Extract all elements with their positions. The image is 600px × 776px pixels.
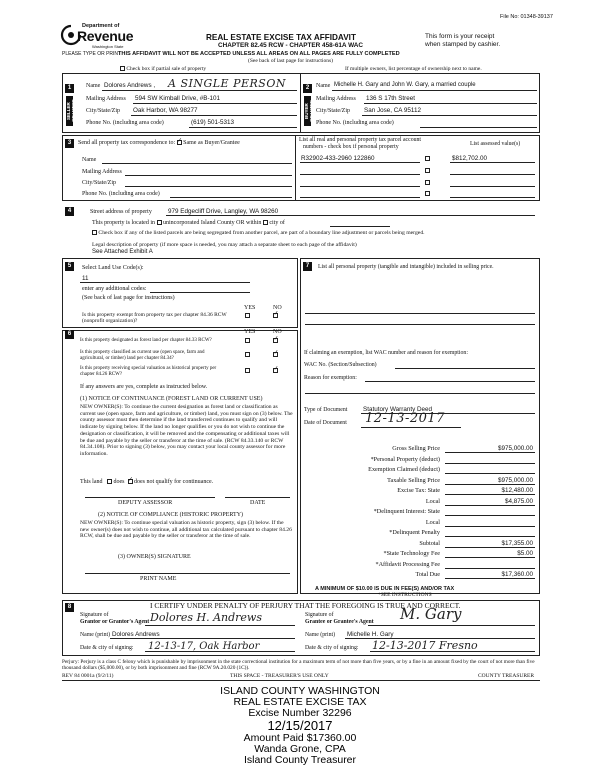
buyer-mailing[interactable]: 136 S 17th Street — [366, 95, 416, 102]
buyer-print-name[interactable]: Michelle H. Gary — [347, 631, 394, 638]
qualify-continuance: This land does ✓ does not qualify for continuance. — [80, 479, 213, 486]
stamp-date: 12/15/2017 — [267, 718, 333, 734]
tax-row-value[interactable]: $12,480.00 — [501, 487, 533, 494]
exemption-label: If claiming an exemption, list WAC number and reason for exemption: — [304, 350, 468, 356]
buyer-date-city[interactable]: 12-13-2017 Fresno — [372, 639, 478, 652]
personal-property-label: List all personal property (tangible and intangible) included in selling price. — [318, 264, 494, 270]
tax-row-label: Local — [425, 518, 440, 526]
seller-print-name-label: Name (print) — [80, 632, 111, 638]
minimum-due: A MINIMUM OF $10.00 IS DUE IN FEE(S) AND/OR TAX — [315, 586, 455, 592]
seller-name-label: Name — [86, 83, 101, 89]
reason-label: Reason for exemption: — [304, 375, 357, 381]
exempt-yes-checkbox[interactable] — [245, 313, 250, 318]
doc-type-label: Type of Document — [304, 407, 348, 413]
forest-no-checkbox[interactable] — [273, 338, 278, 343]
treasurer-stamp — [150, 686, 450, 766]
forest-question: Is this property designated as forest land per chapter 84.33 RCW? — [80, 338, 212, 343]
legal-description-label: Legal description of property (if more space is needed, you may attach a separate sheet to each page of the affidavit) — [92, 242, 357, 248]
does-not-checkbox[interactable] — [128, 479, 133, 484]
parcel-list-header-1: List all real and personal property tax parcel account — [299, 137, 422, 143]
tax-row-label: *Personal Property (deduct) — [370, 455, 440, 463]
seller-name[interactable]: Dolores Andrews , — [104, 82, 156, 89]
additional-codes: enter any additional codes: — [82, 286, 147, 292]
buyer-date-label: Date & city of signing: — [305, 645, 359, 651]
no-header-1: NO — [273, 305, 282, 311]
doc-type[interactable]: Statutory Warranty Deed — [363, 406, 433, 413]
seller-city-label: City/State/Zip — [86, 108, 120, 114]
parcel-list-header-2: numbers - check box if personal property — [303, 144, 399, 150]
partial-sale-label: Check box if partial sale of property — [120, 66, 206, 72]
historic-no-checkbox[interactable] — [273, 368, 278, 373]
seller-date-city[interactable]: 12-13-17, Oak Harbor — [148, 641, 260, 652]
s3-name-label: Name — [82, 157, 97, 163]
stamp-county: ISLAND COUNTY WASHINGTON — [220, 685, 380, 697]
tax-row-label: Exemption Claimed (deduct) — [368, 466, 440, 473]
personal-property-checkbox-3[interactable] — [425, 180, 430, 185]
form-title: REAL ESTATE EXCISE TAX AFFIDAVIT — [206, 33, 356, 42]
stamp-treasurer-title: Island County Treasurer — [243, 753, 357, 766]
tax-row-value[interactable]: $4,875.00 — [504, 497, 533, 505]
tax-row-label: Subtotal — [419, 539, 440, 547]
dor-logo — [60, 20, 150, 54]
dor-state: Washington State — [92, 44, 124, 49]
tax-row-value[interactable]: $975,000.00 — [497, 445, 533, 452]
buyer-sig-label-3: Grantee or Grantee's Agent — [305, 619, 374, 625]
see-instructions-2: *SEE INSTRUCTIONS — [378, 592, 432, 598]
no-header-2: NO — [273, 329, 282, 335]
tax-row-label: Taxable Selling Price — [387, 476, 440, 484]
same-as-buyer-checkbox[interactable] — [177, 140, 182, 145]
seller-sig-label-2: Grantor or Grantor's Agent — [80, 619, 150, 625]
legal-description[interactable]: See Attached Exhibit A — [92, 249, 153, 255]
multiple-owners-note: If multiple owners, list percentage of ownership next to name. — [345, 66, 482, 72]
yes-header-2: YES — [244, 329, 256, 335]
tax-row-label: Local — [425, 497, 440, 505]
tax-row-value[interactable]: $5.00 — [517, 550, 533, 557]
tax-row-label: Gross Selling Price — [392, 445, 440, 452]
stamp-excise-number: Excise Number 32296 — [248, 707, 352, 720]
warning-text: THIS AFFIDAVIT WILL NOT BE ACCEPTED UNLESS ALL AREAS ON ALL PAGES ARE FULLY COMPLETED — [118, 51, 400, 57]
tax-row-label: *Affidavit Processing Fee — [375, 560, 440, 568]
send-correspondence: Send all property tax correspondence to: ✓ Same as Buyer/Grantee — [78, 140, 240, 147]
print-name-label: PRINT NAME — [140, 576, 177, 582]
does-checkbox[interactable] — [107, 479, 112, 484]
current-use-question: Is this property classified as current use (open space, farm and agricultural, or timber) land per chapter 84.34? — [80, 350, 205, 361]
buyer-city-label: City/State/Zip — [316, 108, 350, 114]
forest-yes-checkbox[interactable] — [245, 338, 250, 343]
county-treasurer-label: COUNTY TREASURER — [478, 673, 535, 679]
section-1-number: 1 — [65, 84, 74, 93]
stamp-tax: REAL ESTATE EXCISE TAX — [233, 696, 367, 709]
tax-row-value[interactable]: $17,355.00 — [501, 539, 533, 547]
tax-row-label: Excise Tax: State — [397, 487, 440, 494]
assessed-value[interactable]: $812,702.00 — [452, 155, 488, 162]
tax-row-value[interactable]: $975,000.00 — [497, 476, 533, 484]
notice-2-title: (2) NOTICE OF COMPLIANCE (HISTORIC PROPERTY) — [98, 512, 244, 518]
assessed-header: List assessed value(s) — [470, 141, 521, 147]
doc-date-label: Date of Document — [304, 420, 347, 426]
buyer-sig-label-1: Signature of — [305, 612, 334, 618]
seller-phone-label: Phone No. (including area code) — [86, 120, 164, 126]
exempt-no-checkbox[interactable] — [273, 313, 278, 318]
tax-row-label: Total Due — [415, 571, 440, 578]
owner-signature-label: (3) OWNER(S) SIGNATURE — [118, 554, 191, 560]
tax-row-value[interactable]: $17,360.00 — [501, 571, 533, 578]
unincorporated-checkbox[interactable] — [157, 220, 162, 225]
doc-date[interactable]: 12-13-2017 — [365, 411, 445, 426]
file-number: File No: 01348-39137 — [500, 14, 553, 20]
tax-row-label: *Delinquent Penalty — [389, 529, 440, 536]
notice-1-title: (1) NOTICE OF CONTINUANCE (FOREST LAND OR CURRENT USE) — [80, 396, 263, 402]
street-label: Street address of property — [90, 209, 152, 215]
buyer-name[interactable]: Michelle H. Gary and John W. Gary, a married couple — [334, 82, 476, 88]
buyer-phone-label: Phone No. (including area code) — [316, 120, 394, 126]
see-instructions: (See back of last page for instructions) — [248, 58, 333, 64]
s3-mailing-label: Mailing Address — [82, 169, 122, 175]
s3-phone-label: Phone No. (including area code) — [82, 191, 160, 197]
certify-statement: I CERTIFY UNDER PENALTY OF PERJURY THAT THE FOREGOING IS TRUE AND CORRECT. — [150, 601, 461, 610]
section-5-number: 5 — [65, 262, 74, 271]
perjury-notice: Perjury: Perjury is a class C felony which is punishable by imprisonment in the state correctional institution for a maximum term of not more than five years, or by a fine in an amount fixed by the court of not more than five thousand dollars ($5,000.00), or by both imprisonment and fine (RCW 9A.20.020 (1C)). — [62, 659, 535, 672]
exempt-question: Is this property exempt from property tax per chapter 84.36 RCW (nonprofit organization)? — [82, 312, 227, 325]
receipt-note-1: This form is your receipt — [425, 33, 495, 40]
stamp-treasurer-name: Wanda Grone, CPA — [254, 742, 346, 755]
seller-print-name[interactable]: Dolores Andrews — [112, 631, 160, 638]
city-of-checkbox[interactable] — [263, 220, 268, 225]
segregation-checkbox[interactable] — [92, 230, 97, 235]
any-yes-note: If any answers are yes, complete as instructed below. — [80, 384, 208, 390]
buyer-city[interactable]: San Jose, CA 95112 — [364, 107, 421, 114]
current-use-yes-checkbox[interactable] — [245, 352, 250, 357]
personal-property-checkbox-4[interactable] — [425, 191, 430, 196]
seller-handwritten-status: A SINGLE PERSON — [168, 77, 286, 90]
yes-header-1: YES — [244, 305, 256, 311]
stamp-amount: Amount Paid $17360.00 — [243, 731, 357, 744]
located-in: This property is located in unincorporated Island County OR within city of — [92, 220, 285, 226]
buyer-name-label: Name — [316, 83, 331, 89]
form-chapter: CHAPTER 82.45 RCW - CHAPTER 458-61A WAC — [218, 42, 363, 49]
receipt-note-2: when stamped by cashier. — [425, 41, 501, 48]
section-7-number: 7 — [303, 262, 312, 271]
seller-sig-label-1: Signature of — [80, 612, 109, 618]
personal-property-checkbox-1[interactable] — [425, 156, 430, 161]
historic-question: Is this property receiving special valuation as historical property per chapter 84.26 RCW? — [80, 366, 217, 377]
wac-label: WAC No. (Section/Subsection) — [304, 362, 377, 368]
current-use-no-checkbox[interactable] — [273, 352, 278, 357]
please-type: PLEASE TYPE OR PRINT — [62, 51, 122, 57]
section-4-number: 4 — [65, 207, 74, 216]
tax-row-label: *State Technology Fee — [383, 550, 440, 557]
property-street[interactable]: 979 Edgecliff Drive, Langley, WA 98260 — [168, 208, 279, 215]
seller-mailing[interactable]: 594 SW Kimball Drive, #B-101 — [135, 95, 221, 102]
section-2-number: 2 — [303, 84, 312, 93]
assessor-date-label: DATE — [250, 500, 266, 506]
seller-mailing-label: Mailing Address — [86, 96, 126, 102]
rev-number: REV 84 0001a (9/2/11) — [62, 673, 114, 679]
deputy-assessor-label: DEPUTY ASSESSOR — [118, 500, 173, 506]
buyer-print-name-label: Name (print) — [305, 632, 336, 638]
land-use-label: Select Land Use Code(s): — [82, 265, 144, 271]
seller-date-label: Date & city of signing: — [80, 645, 134, 651]
land-use-code[interactable]: 11 — [82, 275, 89, 282]
treasurer-use-only: THIS SPACE - TREASURER'S USE ONLY — [230, 673, 329, 679]
seller-signature[interactable]: Dolores H. Andrews — [150, 611, 262, 624]
s3-city-label: City/State/Zip — [82, 180, 116, 186]
dor-name: Revenue — [77, 28, 134, 44]
buyer-signature[interactable]: M. Gary — [400, 605, 462, 623]
section-6-number: 6 — [65, 330, 74, 339]
tax-row-label: *Delinquent Interest: State — [373, 508, 440, 515]
seller-tab: SELLER GRANTOR — [66, 96, 73, 126]
land-use-see-back: (See back of last page for instructions) — [82, 295, 175, 301]
buyer-mailing-label: Mailing Address — [316, 96, 356, 102]
personal-property-checkbox-2[interactable] — [425, 168, 430, 173]
notice-2-body: NEW OWNER(S): To continue special valuation as historic property, sign (3) below. If the new owner(s) does not wish to continue, all additional tax calculated pursuant to chapter 84.26 RCW, shall be due and payable by the seller or transferor at the time of sale. — [80, 520, 292, 540]
parcel-number[interactable]: R32902-433-2960 122860 — [301, 155, 375, 162]
section-8-number: 8 — [65, 603, 74, 612]
seller-phone[interactable]: (619) 501-5313 — [191, 119, 235, 126]
partial-sale-checkbox[interactable] — [120, 66, 125, 71]
historic-yes-checkbox[interactable] — [245, 368, 250, 373]
section-3-number: 3 — [65, 139, 74, 148]
buyer-tab: BUYER GRANTEE — [304, 96, 311, 126]
notice-1-body: NEW OWNER(S): To continue the current designation as forest land or classification as current use (open space, farm and agriculture, or timber) land, you must sign on (3) below. The county assessor must then determine if the land transferred continues to qualify and will indicate by signing below. If the land no longer qualifies or you do not wish to continue the designation or classification, it will be removed and the compensating or additional taxes will be due and payable by the seller or transferor at the time of sale. (RCW 84.33.140 or RCW 84.34.108). Prior to signing (3) below, you may contact your local county assessor for more information. — [80, 404, 293, 457]
segregation: Check box if any of the listed parcels are being segregated from another parcel, are part of a boundary line adjustment or parcels being merged. — [92, 230, 425, 237]
dor-dept-line: Department of — [82, 23, 120, 29]
seller-city[interactable]: Oak Harbor, WA 98277 — [133, 107, 198, 114]
